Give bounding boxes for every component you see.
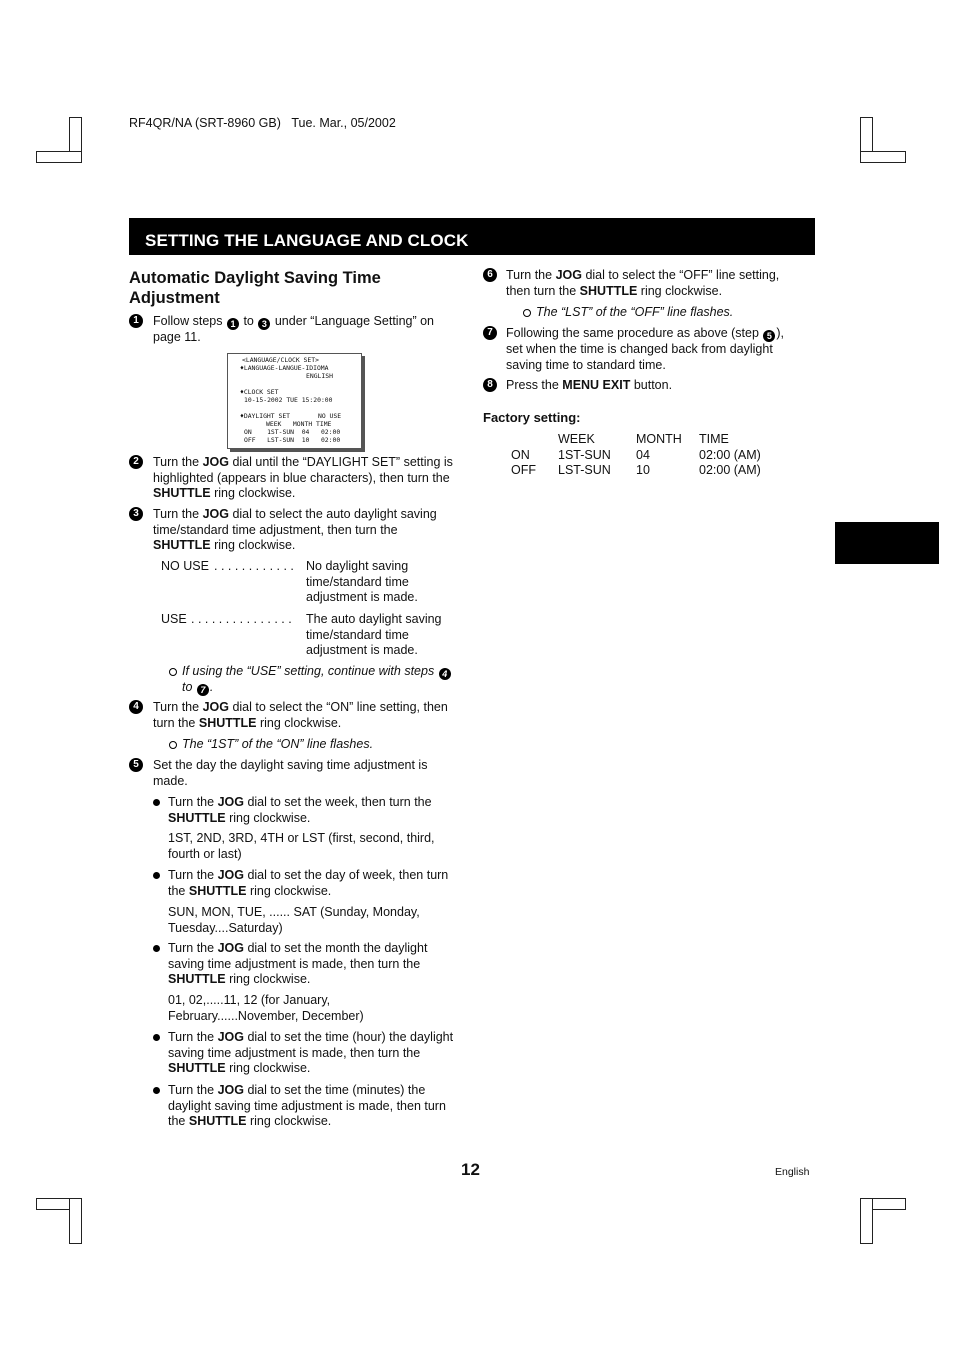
subheading: Automatic Daylight Saving Time Adjustment xyxy=(129,269,381,307)
desc-line: time/standard time xyxy=(306,574,409,589)
screen-line: ♦CLOCK SET xyxy=(240,388,279,396)
desc-line: The auto daylight saving xyxy=(306,612,442,626)
crop-mark xyxy=(860,1198,873,1244)
table-header-row xyxy=(511,432,761,448)
bullet xyxy=(153,1087,160,1094)
page-number: 12 xyxy=(461,1160,480,1179)
screen-line: 10-15-2002 TUE 15:20:00 xyxy=(244,396,333,404)
info-line: 01, 02,.....11, 12 (for January, xyxy=(168,993,331,1007)
doc-id: RF4QR/NA (SRT-8960 GB) xyxy=(129,116,281,130)
desc-line: time/standard time xyxy=(306,627,409,642)
step-number: 8 xyxy=(483,378,497,392)
bullet-hour: Turn the JOG dial to set the time (hour) the daylight saving time adjustment is made, then turn the SHUTTLE ring clockwise. xyxy=(168,1030,454,1076)
bullet xyxy=(153,799,160,806)
bullet-day: Turn the JOG dial to set the day of week, then turn the SHUTTLE ring clockwise. xyxy=(168,868,449,898)
step-4: Turn the JOG dial to select the “ON” line setting, then turn the SHUTTLE ring clockwise. xyxy=(153,700,448,730)
page-title: SETTING THE LANGUAGE AND CLOCK xyxy=(145,231,469,250)
step-8: Press the MENU EXIT button. xyxy=(506,378,673,392)
screen-line: ♦DAYLIGHT SET xyxy=(240,412,291,420)
step-6: Turn the JOG dial to select the “OFF” line setting, then turn the SHUTTLE ring clockwise. xyxy=(506,268,780,298)
screen-line: ON 1ST-SUN 04 02:00 xyxy=(244,428,341,436)
factory-title: Factory setting: xyxy=(483,410,581,425)
screen-line: NO USE xyxy=(318,412,342,420)
leader-dots: . . . . . . . . . . . . xyxy=(214,559,294,573)
option-label: NO USE xyxy=(161,559,209,573)
step-number: 6 xyxy=(483,268,497,282)
step-text: made. xyxy=(153,773,188,788)
crop-mark xyxy=(860,151,906,163)
bullet xyxy=(153,872,160,879)
note-4: The “1ST” of the “ON” line flashes. xyxy=(182,737,374,751)
info-line: fourth or last) xyxy=(168,846,242,861)
doc-header xyxy=(129,116,396,130)
side-tab xyxy=(835,522,939,564)
step-ref: 1 xyxy=(227,318,239,330)
table-cell: 04 xyxy=(636,447,650,462)
step-text: Set the day the daylight saving time adjustment is xyxy=(153,758,428,772)
step-number: 4 xyxy=(129,700,143,714)
factory-table xyxy=(511,432,761,479)
step-ref: 5 xyxy=(763,330,775,342)
table-header-cell: WEEK xyxy=(558,432,595,446)
screen-line: WEEK MONTH TIME xyxy=(266,420,332,428)
step-ref: 7 xyxy=(197,684,209,696)
step-number: 1 xyxy=(129,314,143,328)
table-cell: LST-SUN xyxy=(558,463,611,478)
step-number: 2 xyxy=(129,455,143,469)
footer-language: English xyxy=(775,1166,810,1178)
note-text: If using the “USE” setting, continue with steps xyxy=(182,664,435,678)
bullet-month: Turn the JOG dial to set the month the daylight saving time adjustment is made, then turn the SHUTTLE ring clockwise. xyxy=(168,941,428,987)
step-7: Following the same procedure as above (step 5 ), set when the time is changed back from daylight saving time to standard time. xyxy=(506,326,785,372)
bullet xyxy=(153,945,160,952)
section-banner xyxy=(129,218,815,255)
table-cell: OFF xyxy=(511,463,536,478)
step-ref: 4 xyxy=(439,668,451,680)
info-line: 1ST, 2ND, 3RD, 4TH or LST (first, second, third, xyxy=(168,831,435,845)
step-3: Turn the JOG dial to select the auto daylight saving time/standard time adjustment, then turn the SHUTTLE ring clockwise. xyxy=(153,507,437,553)
desc-line: No daylight saving xyxy=(306,559,409,573)
note-ring xyxy=(169,741,177,749)
leader-dots: . . . . . . . . . . . . . . . xyxy=(191,612,292,626)
step-text: Follow steps xyxy=(153,314,223,328)
note-ring xyxy=(169,668,177,676)
screen-line: OFF LST-SUN 10 02:00 xyxy=(244,436,341,444)
desc-line: adjustment is made. xyxy=(306,643,418,658)
info-line: February......November, December) xyxy=(168,1008,364,1023)
option-desc xyxy=(306,612,442,659)
table-cell: 10 xyxy=(636,463,650,478)
step-number: 3 xyxy=(129,507,143,521)
table-header-cell xyxy=(511,432,558,448)
doc-date: Tue. Mar., 05/2002 xyxy=(291,116,396,130)
step-ref: 3 xyxy=(258,318,270,330)
bullet-week: Turn the JOG dial to set the week, then turn the SHUTTLE ring clockwise. xyxy=(168,795,432,825)
screen-line: ♦LANGUAGE-LANGUE-IDIOMA xyxy=(240,364,329,372)
osd-screen xyxy=(227,353,362,449)
table-header-cell: MONTH xyxy=(636,432,682,446)
note-6: The “LST” of the “OFF” line flashes. xyxy=(536,305,734,319)
table-row xyxy=(511,463,761,479)
desc-line: adjustment is made. xyxy=(306,590,418,605)
crop-mark xyxy=(69,1198,82,1244)
note-3: If using the “USE” setting, continue with steps 4 to 7 . xyxy=(182,664,462,696)
table-cell: 1ST-SUN xyxy=(558,447,611,462)
step-1 xyxy=(153,314,453,346)
step-5 xyxy=(153,758,453,789)
table-row xyxy=(511,448,761,464)
table-cell: 02:00 (AM) xyxy=(699,463,761,478)
note-ring xyxy=(523,309,531,317)
option-label: USE xyxy=(161,612,187,626)
day-values xyxy=(168,905,458,936)
step-number: 7 xyxy=(483,326,497,340)
step-text: under “Language Setting” on page 11. xyxy=(153,314,435,344)
step-number: 5 xyxy=(129,758,143,772)
note-text: to xyxy=(182,680,193,694)
step-2: Turn the JOG dial until the “DAYLIGHT SET” setting is highlighted (appears in blue characters), then turn the SHUTTLE ring clockwise. xyxy=(153,455,453,501)
table-cell: ON xyxy=(511,447,530,462)
screen-line: ENGLISH xyxy=(306,372,333,380)
crop-mark xyxy=(36,151,82,163)
info-line: Tuesday....Saturday) xyxy=(168,920,283,935)
table-cell: 02:00 (AM) xyxy=(699,447,761,462)
bullet-minutes: Turn the JOG dial to set the time (minutes) the daylight saving time adjustment is made, then turn the SHUTTLE ring clockwise. xyxy=(168,1083,446,1129)
screen-line: <LANGUAGE/CLOCK SET> xyxy=(242,356,319,364)
table-header-cell: TIME xyxy=(699,432,729,446)
month-values xyxy=(168,993,458,1024)
option-desc xyxy=(306,559,418,606)
step-text: to xyxy=(243,314,254,328)
bullet xyxy=(153,1034,160,1041)
week-values xyxy=(168,831,458,862)
info-line: SUN, MON, TUE, ...... SAT (Sunday, Monday, xyxy=(168,905,420,919)
